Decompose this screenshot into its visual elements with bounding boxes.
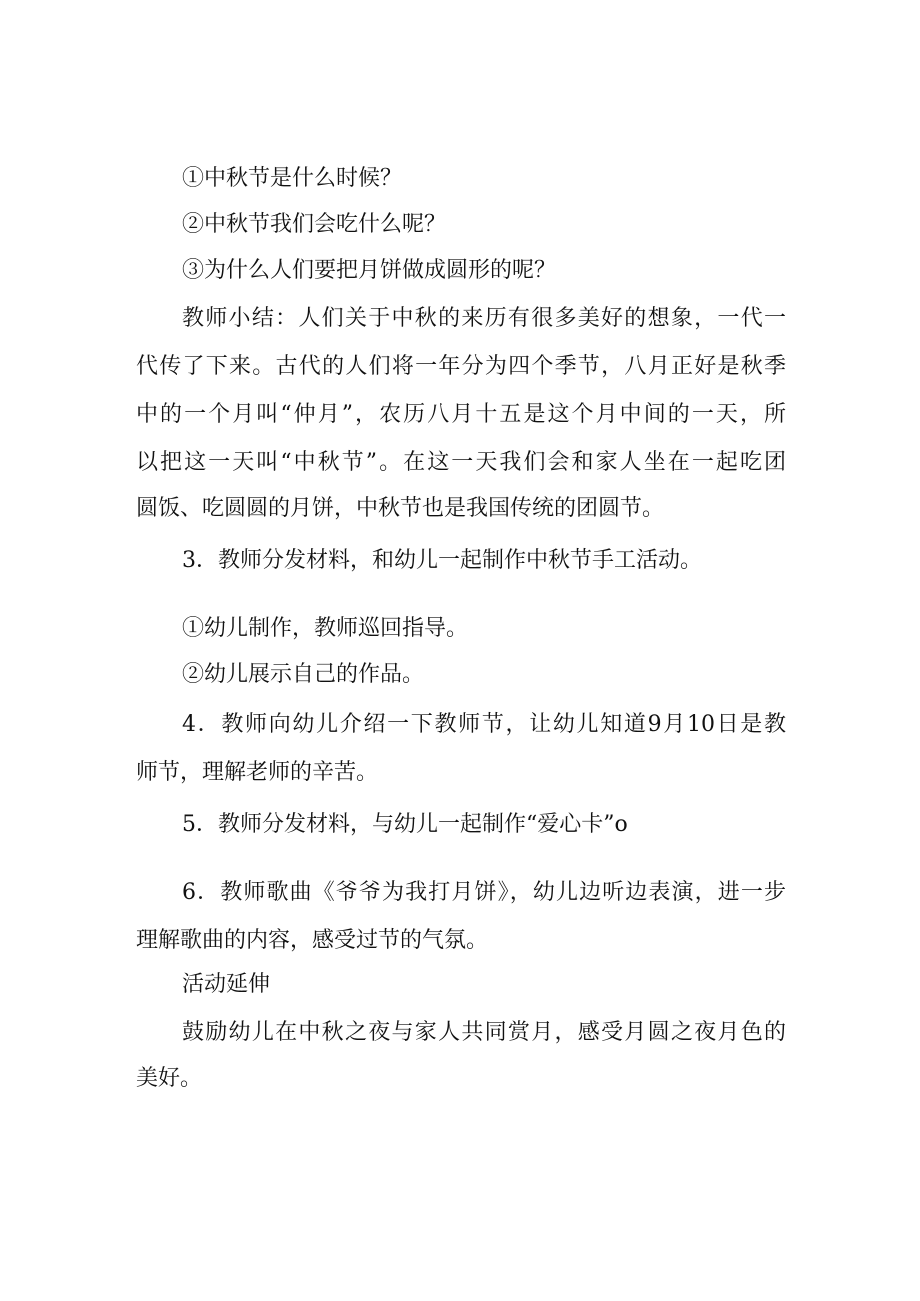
step-3-sub-1: ①幼儿制作，教师巡回指导。 xyxy=(182,616,469,641)
step-6-line-2: 理解歌曲的内容，感受过节的气氛。 xyxy=(136,928,489,953)
teacher-summary-line-5: 圆饭、吃圆圆的月饼，中秋节也是我国传统的团圆节。 xyxy=(136,496,665,521)
teacher-summary-line-1: 教师小结：人们关于中秋的来历有很多美好的想象，一代一 xyxy=(182,306,786,331)
step-5: 5．教师分发材料，与幼儿一起制作“爱心卡”o xyxy=(182,812,628,837)
extension-line-2: 美好。 xyxy=(136,1066,203,1091)
question-3: ③为什么人们要把月饼做成圆形的呢？ xyxy=(182,258,557,283)
teacher-summary-line-4: 以把这一天叫“中秋节”。在这一天我们会和家人坐在一起吃团 xyxy=(136,450,786,475)
step-3-sub-2: ②幼儿展示自己的作品。 xyxy=(182,662,425,687)
extension-line-1: 鼓励幼儿在中秋之夜与家人共同赏月，感受月圆之夜月色的 xyxy=(182,1020,786,1045)
teacher-summary-line-2: 代传了下来。古代的人们将一年分为四个季节，八月正好是秋季 xyxy=(136,354,786,379)
question-2: ②中秋节我们会吃什么呢？ xyxy=(182,212,447,237)
step-6-line-1: 6．教师歌曲《爷爷为我打月饼》，幼儿边听边表演，进一步 xyxy=(182,880,786,905)
step-3: 3．教师分发材料，和幼儿一起制作中秋节手工活动。 xyxy=(182,548,702,573)
question-1: ①中秋节是什么时候？ xyxy=(182,166,403,191)
step-4-line-1: 4．教师向幼儿介绍一下教师节，让幼儿知道9月10日是教 xyxy=(182,712,786,737)
teacher-summary-line-3: 中的一个月叫“仲月”，农历八月十五是这个月中间的一天，所 xyxy=(136,402,786,427)
step-4-line-2: 师节，理解老师的辛苦。 xyxy=(136,760,379,785)
section-heading-extension: 活动延伸 xyxy=(182,972,271,997)
